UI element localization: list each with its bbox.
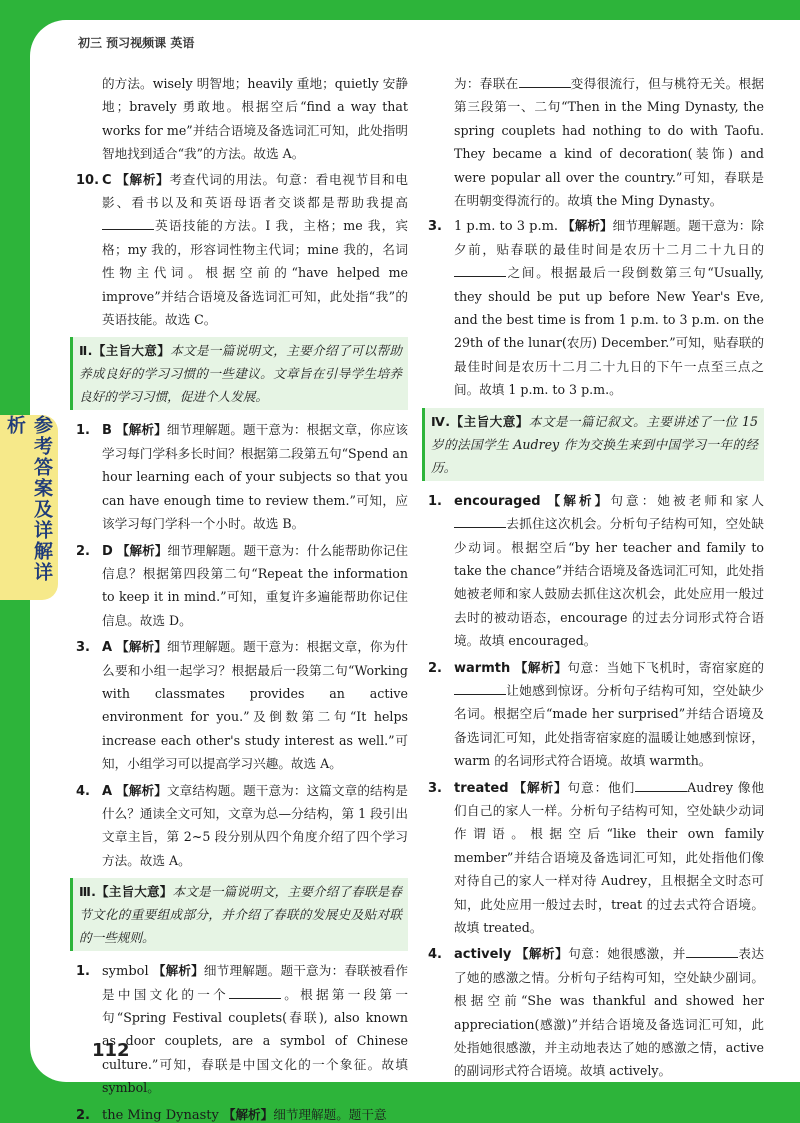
page-header: 初三 预习视频课 英语	[78, 36, 195, 50]
analysis-tag: 【解析】	[116, 782, 167, 798]
blank-line	[102, 217, 154, 230]
item-number: 3.	[76, 640, 90, 656]
explanation-text: Ⅲ.【主旨大意】	[79, 884, 173, 900]
item-number: 2.	[428, 660, 442, 676]
blank-line	[454, 682, 506, 695]
explanation-text: 为：春联在	[454, 76, 519, 91]
explanation-text: 句意：当她下飞机时，寄宿家庭的	[567, 659, 765, 675]
explanation-text: 细节理解题。题干意为：除夕前，贴春联的最佳时间是农历十二月二十九日的	[454, 218, 765, 257]
blank-line	[229, 986, 281, 999]
item-number: 3.	[428, 219, 442, 235]
explanation-text: 本文是一篇记叙文。主要讲述了一位 15 岁的法国学生 Audrey 作为交换生来到中国学习一年的经历。	[431, 413, 758, 475]
explanation-text: 句意：他们	[567, 779, 636, 795]
explanation-text: 本文是一篇说明文，主要介绍了春联是春节文化的重要组成部分，并介绍了春联的发展史及贴对联的一些规则。	[79, 884, 402, 946]
question-4-2	[428, 656, 764, 773]
explanation-text: 让她感到惊讶。分析句子结构可知，空处缺少名词。根据空后“made her surprised”并结合语境及备选词汇可知，此处指寄宿家庭的温暖让她感到惊讶，warm 的名词形式符合语境。故填 warmth。	[454, 682, 764, 769]
answer: symbol	[102, 964, 149, 980]
item-number: 1.	[76, 423, 90, 439]
question-2-3	[76, 635, 408, 775]
question-2-1	[76, 418, 408, 535]
analysis-tag: 【解析】	[544, 492, 611, 508]
answer: D	[102, 543, 113, 559]
explanation-text: 。根据第一段第一句“Spring Festival couplets(春联), also known as door couplets, are a symbol of Chinese culture.”可知，春联是中国文化的一个象征。故填 symbol。	[102, 986, 408, 1096]
item-number: 1.	[428, 493, 442, 509]
question-3-3	[428, 214, 764, 401]
explanation-text: 英语技能的方法。I 我，主格；me 我，宾格；my 我的，形容词性物主代词；mine 我的，名词性物主代词。根据空前的“have helped me improve”并结合语境及备选词汇可知，此处指“我”的英语技能。故选 C。	[102, 218, 408, 328]
page-sheet	[4, 20, 800, 1123]
analysis-tag: 【解析】	[562, 218, 613, 234]
item-number: 2.	[76, 543, 90, 559]
question-4-1	[428, 489, 764, 653]
answer: A	[102, 640, 113, 656]
answer: B	[102, 423, 112, 439]
answer: A	[102, 783, 113, 799]
blank-line	[454, 515, 506, 528]
left-column	[76, 72, 408, 1123]
explanation-text: 本文是一篇说明文，主要介绍了可以帮助养成良好的学习习惯的一些建议。文章旨在引导学生培养良好的学习习惯，促进个人发展。	[79, 343, 402, 405]
page-number: 112	[92, 1040, 130, 1061]
question-4-4	[428, 942, 764, 1082]
answer: encouraged	[454, 493, 541, 509]
item-number: 3.	[428, 780, 442, 796]
right-column	[428, 72, 764, 1086]
analysis-tag: 【解析】	[152, 963, 204, 979]
analysis-tag: 【解析】	[116, 639, 167, 655]
blank-line	[519, 75, 571, 88]
analysis-tag: 【解析】	[222, 1106, 274, 1122]
explanation-text: 之间。根据最后一段倒数第三句“Usually, they should be put up before New Year's Eve, and the best time is from 1 p.m. to 3 p.m. on the 29th of the lunar(农历) December.”可知，贴春联的最佳时间是农历十二月二十九日的下午一点至三点之间。故填 1 p.m. to 3 p.m.。	[454, 265, 764, 398]
answer: 1 p.m. to 3 p.m.	[454, 219, 559, 235]
continued-explanation-right	[428, 72, 764, 212]
explanation-text: 变得很流行，但与桃符无关。根据第三段第一、二句“Then in the Ming Dynasty, the spring couplets had nothing to do with Taofu. They became a kind of decoration(装饰) and were popular all over the country.”可知，春联是在明朝变得流行的。故填 the Ming Dynasty。	[454, 76, 765, 209]
explanation-text: 细节理解题。题干意为：什么能帮助你记住信息？根据第四段第二句“Repeat the information to keep it in mind.”可知，重复许多遍能帮助你记住信息。故选 D。	[102, 542, 409, 628]
explanation-text: 细节理解题。题干意为：春联被看作是中国文化的一个	[102, 963, 409, 1002]
analysis-tag: 【解析】	[512, 779, 568, 795]
explanation-text: 细节理解题。题干意为：根据文章，你应该学习每门学科多长时间？根据第二段第五句“Spend an hour learning each of your subjects so that you can have enough time to review them.”可知，应该学习每门学科一个小时。故选 B。	[102, 422, 409, 532]
item-number: 1.	[76, 964, 90, 980]
answer: actively	[454, 947, 512, 963]
continued-explanation: 的方法。wisely 明智地；heavily 重地；quietly 安静地；bravely 勇敢地。根据空后“find a way that works for me”并结合语境及备选词汇可知，此处指明智地找到适合“我”的方法。故选 A。	[102, 76, 408, 162]
explanation-text: 去抓住这次机会。分析句子结构可知，空处缺少动词。根据空后“by her teacher and family to take the chance”并结合语境及备选词汇可知，此处指她被老师和家人鼓励去抓住这次机会，此处应用一般过去时的被动语态，encourage 的过去分词形式符合语境。故填 encouraged。	[454, 516, 764, 649]
answer: treated	[454, 780, 509, 796]
main-idea-box-2	[70, 337, 408, 410]
explanation-text: 表达了她的感激之情。分析句子结构可知，空处缺少副词。根据空前“She was thankful and showed her appreciation(感激)”并结合语境及备选词汇可知，此处指她很感激，并主动地表达了她的感激之情，active 的副词形式符合语境。故填 actively。	[454, 946, 765, 1079]
answer: C	[102, 172, 112, 188]
question-4-3	[428, 776, 764, 940]
side-tab	[0, 415, 58, 600]
explanation-text: 考查代词的用法。句意：看电视节目和电影、看书以及和英语母语者交谈都是帮助我提高	[102, 171, 409, 211]
explanation-text: 文章结构题。题干意为：这篇文章的结构是什么？通读全文可知，文章为总—分结构，第 1 段引出文章主旨，第 2~5 段分别从四个角度介绍了四个学习方法。故选 A。	[102, 782, 409, 868]
main-idea-box-4	[422, 408, 764, 481]
question-3-1	[76, 959, 408, 1099]
side-tab-label: 参考答案及详解详析	[4, 415, 53, 583]
explanation-text: 细节理解题。题干意为：根据文章，你为什么要和小组一起学习？根据最后一段第二句“Working with classmates provides an active environment for you.”及倒数第二句“It helps increase each other's study interest as well.”可知，小组学习可以提高学习兴趣。故选 A。	[102, 639, 409, 772]
explanation-text: Ⅳ.【主旨大意】	[431, 413, 529, 429]
main-idea-box-3	[70, 878, 408, 951]
explanation-text: Ⅱ.【主旨大意】	[79, 343, 171, 359]
answer: the Ming Dynasty	[102, 1107, 219, 1123]
question-2-4	[76, 779, 408, 873]
question-3-2	[76, 1103, 408, 1123]
question-2-2	[76, 539, 408, 633]
blank-line	[635, 779, 687, 792]
analysis-tag: 【解析】	[515, 946, 569, 962]
blank-line	[686, 945, 738, 958]
analysis-tag: 【解析】	[514, 659, 568, 675]
item-number: 10.	[76, 172, 100, 188]
explanation-text: Audrey 像他们自己的家人一样。分析句子结构可知，空处缺少动词作谓语。根据空后“like their own family member”并结合语境及备选词汇可知，此处指他们像对待自己的家人一样对待 Audrey，且根据全文时态可知，此处应用一般过去时，treat 的过去式符合语境。故填 treated。	[454, 779, 765, 935]
analysis-tag: 【解析】	[116, 542, 168, 558]
item-number: 4.	[76, 783, 90, 799]
item-number: 2.	[76, 1107, 90, 1123]
blank-line	[454, 264, 506, 277]
explanation-text: 句意：她被老师和家人	[610, 492, 765, 508]
answer: warmth	[454, 660, 511, 676]
explanation-text: 句意：她很感激，并	[568, 946, 686, 962]
explanation-text: 细节理解题。题干意	[273, 1106, 387, 1122]
question-10	[76, 168, 408, 332]
analysis-tag: 【解析】	[115, 422, 167, 438]
item-number: 4.	[428, 947, 442, 963]
analysis-tag: 【解析】	[115, 171, 170, 187]
